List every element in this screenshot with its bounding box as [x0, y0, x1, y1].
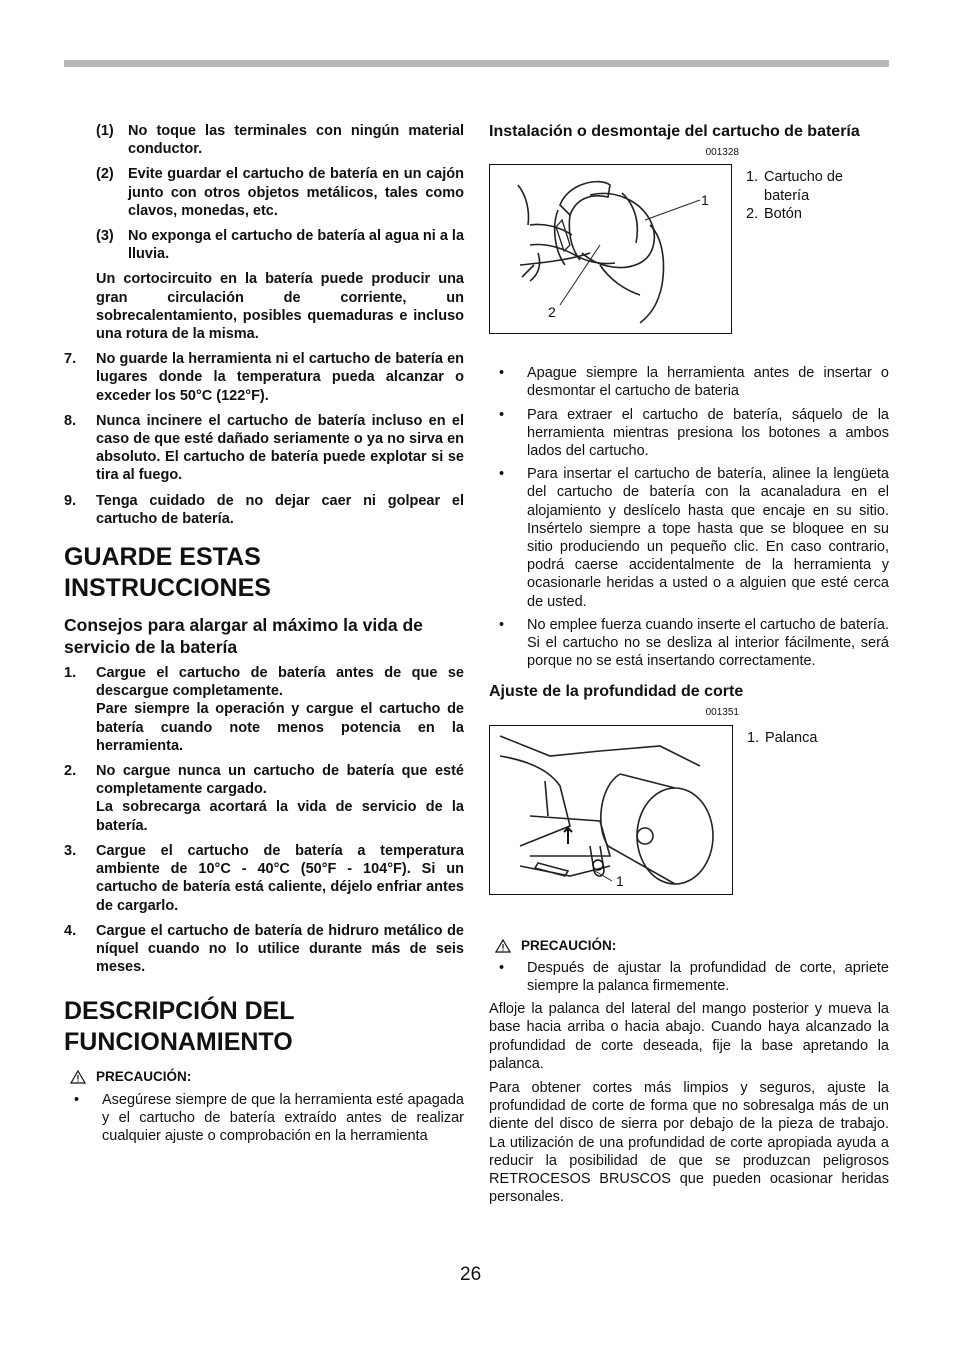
list-item: 1. Cargue el cartucho de batería antes de que se descargue completamente. Pare siempre la operación y cargue el cartucho de batería cuando note menos potencia en la herramienta.: [64, 665, 464, 754]
heading-ajuste: Ajuste de la profundidad de corte: [489, 683, 744, 701]
heading-consejos: Consejos para alargar al máximo la vida de servicio de la batería: [64, 615, 423, 658]
figure-battery-cartridge: [489, 164, 732, 334]
list-item: 3. Cargue el cartucho de batería a temperatura ambiente de 10°C - 40°C (50°F - 104°F). Si un cartucho de batería está caliente, déjelo enfriar antes de cargarlo.: [64, 842, 464, 914]
callout-1: 1: [616, 872, 624, 889]
page-number: 26: [460, 1264, 482, 1285]
heading-guarde: GUARDE ESTAS INSTRUCCIONES: [64, 543, 271, 603]
figure-depth-lever: [489, 725, 733, 895]
list-item: • No emplee fuerza cuando inserte el cartucho de batería. Si el cartucho no se desliza al interior fácilmente, será porque no se está insertando correctamente.: [499, 616, 889, 670]
left-column: [64, 122, 464, 1150]
figure-legend: 1. Cartucho de batería 2. Botón: [746, 169, 843, 223]
battery-tips-list: [64, 664, 464, 976]
list-item: (3) No exponga el cartucho de batería al agua ni a la lluvia.: [96, 228, 465, 263]
depth-lever-illustration: [490, 726, 731, 893]
right-column: [489, 122, 889, 1213]
list-item: 8. Nunca incinere el cartucho de batería incluso en el caso de que esté dañado seriamente o ya no sirva en absoluto. El cartucho de batería puede explotar si se tira al fuego.: [64, 412, 464, 484]
paragraph-depth: Para obtener cortes más limpios y seguros, ajuste la profundidad de corte de forma que no sobresalga más de un diente del disco de sierra por debajo de la pieza de trabajo. La utilización de una profundidad de corte apropiada ayuda a reducir la posibilidad de que se produzcan peligrosos RETROCESOS BRUSCOS que pueden ocasionar heridas personales.: [489, 1080, 889, 1206]
caution-label: PRECAUCIÓN:: [495, 937, 889, 955]
callout-1: 1: [701, 192, 709, 209]
list-item: • Para extraer el cartucho de batería, sáquelo de la herramienta mientras presiona los botones a ambos lados del cartucho.: [499, 406, 889, 460]
battery-cartridge-illustration: [490, 165, 731, 332]
safety-list: [64, 350, 464, 528]
figure-code: 001328: [705, 147, 739, 158]
list-item: 7. No guarde la herramienta ni el cartucho de batería en lugares donde la temperatura pueda alcanzar o exceder los 50°C (122°F).: [64, 351, 464, 404]
heading-descripcion: DESCRIPCIÓN DEL FUNCIONAMIENTO: [64, 997, 295, 1057]
callout-2: 2: [548, 304, 556, 321]
figure-code: 001351: [705, 707, 739, 719]
header-rule: [64, 60, 889, 67]
short-circuit-note: Un cortocircuito en la batería puede producir una gran circulación de corriente, un sobrecalentamiento, posibles quemaduras e incluso una rotura de la misma.: [96, 271, 464, 343]
figure-legend: 1. Palanca: [747, 729, 818, 746]
list-item: (2) Evite guardar el cartucho de batería en un cajón junto con otros objetos metálicos, tales como clavos, monedas, etc.: [96, 166, 464, 219]
list-item: • Apague siempre la herramienta antes de insertar o desmontar el cartucho de bateria: [499, 365, 889, 400]
figure-battery-row: [489, 164, 889, 334]
battery-precautions-sublist: [64, 122, 464, 263]
caution-bullet: • Después de ajustar la profundidad de corte, apriete siempre la palanca firmemente.: [499, 959, 889, 995]
paragraph-adjust: Afloje la palanca del lateral del mango posterior y mueva la base hacia arriba o hacia abajo. Cuando haya alcanzado la profundidad de corte deseada, fije la base apretando la palanca.: [489, 1001, 889, 1072]
figure-depth-row: [489, 725, 889, 895]
list-item: 9. Tenga cuidado de no dejar caer ni golpear el cartucho de batería.: [64, 492, 464, 527]
caution-bullet: • Asegúrese siempre de que la herramienta esté apagada y el cartucho de batería extraído antes de realizar cualquier ajuste o comprobación en la herramienta: [74, 1091, 464, 1144]
caution-label: PRECAUCIÓN:: [70, 1068, 464, 1086]
list-item: 4. Cargue el cartucho de batería de hidruro metálico de níquel cuando no lo utilice durante más de seis meses.: [64, 922, 464, 976]
list-item: • Para insertar el cartucho de batería, alinee la lengüeta del cartucho de batería con la acanaladura en el alojamiento y deslícelo hasta que encaje en su sitio. Insértelo siempre a tope hasta que se bloquee en su sitio produciendo un pequeño clic. En caso contrario, podrá caerse accidentalmente de la herramienta y ocasionarle heridas a usted o a alguien que esté cerca de usted.: [499, 466, 889, 610]
heading-instalacion: Instalación o desmontaje del cartucho de batería: [489, 123, 860, 140]
warning-triangle-icon: [70, 1070, 86, 1084]
installation-bullets: [489, 364, 889, 670]
list-item: 2. No cargue nunca un cartucho de batería que esté completamente cargado. La sobrecarga acortará la vida de servicio de la batería.: [64, 763, 464, 834]
warning-triangle-icon: [495, 939, 511, 953]
list-item: (1) No toque las terminales con ningún material conductor.: [96, 123, 464, 158]
